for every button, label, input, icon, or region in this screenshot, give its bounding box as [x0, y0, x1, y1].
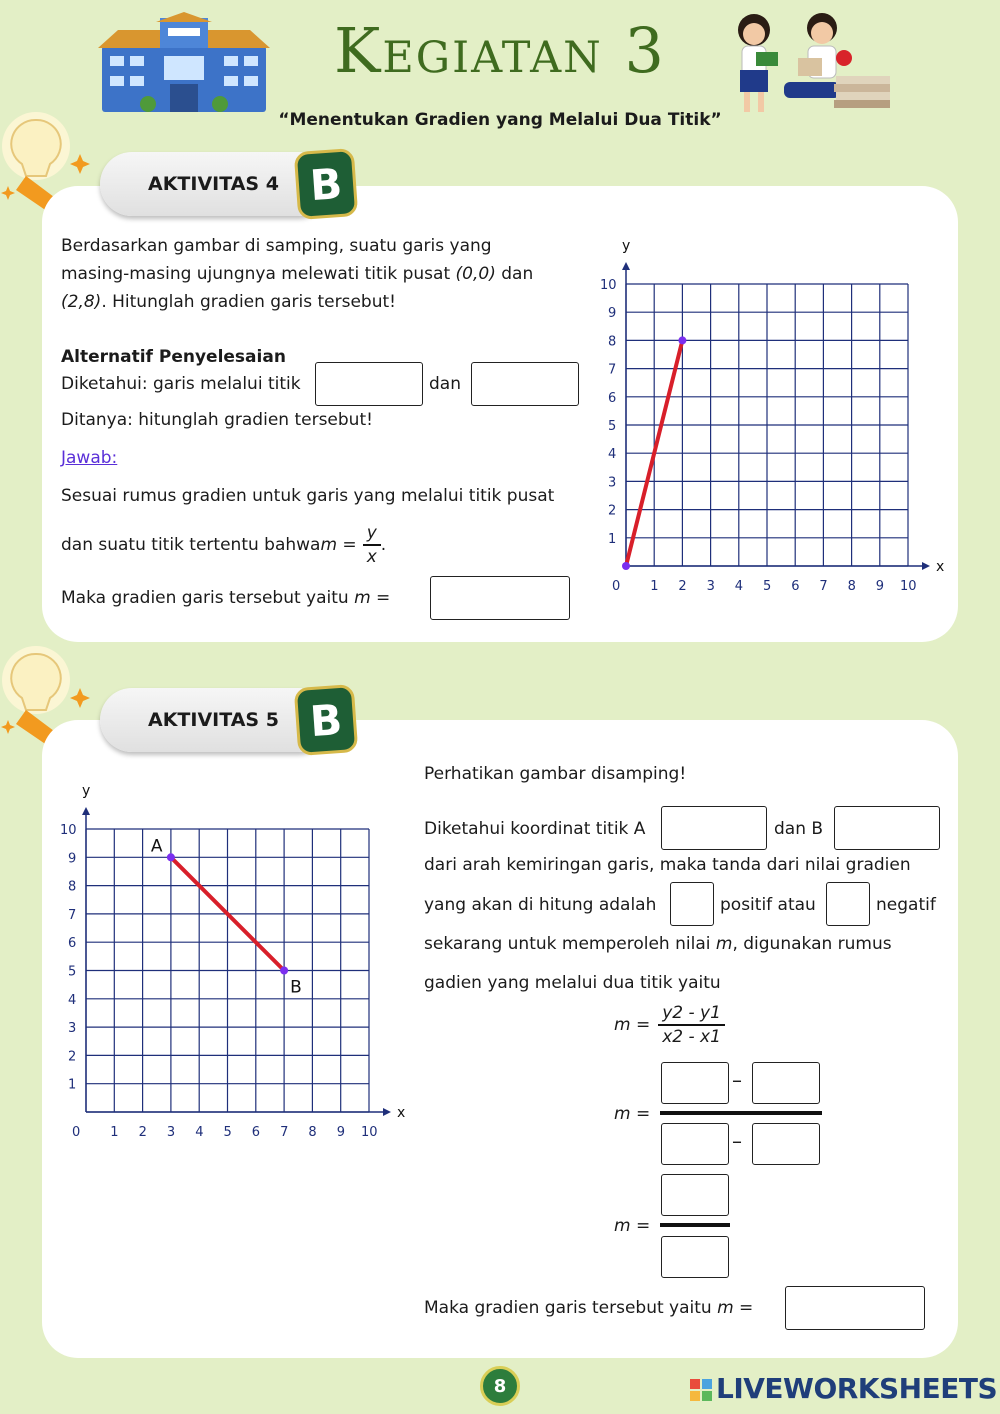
x-axis-label: x	[397, 1105, 406, 1121]
x2-answer-box[interactable]	[661, 1123, 729, 1165]
y-tick-label: 7	[68, 907, 77, 923]
x-tick-label: 1	[650, 579, 659, 592]
fraction-bar	[660, 1111, 822, 1115]
activity-4-intro	[61, 232, 581, 316]
y-tick-label: 1	[608, 531, 617, 547]
formula-intro-text: sekarang untuk memperoleh nilai m, digunakan rumus	[424, 934, 892, 954]
positive-checkbox[interactable]	[670, 882, 714, 926]
y-axis-label: y	[622, 238, 631, 254]
numerator-answer-box[interactable]	[661, 1174, 729, 1216]
x-tick-label: 9	[875, 579, 885, 592]
x-tick-label: 4	[734, 579, 744, 592]
y-tick-label: 5	[68, 964, 77, 980]
x-axis-arrow	[922, 562, 930, 570]
intro-line: masing-masing ujungnya melewati titik pusat (0,0) dan	[61, 264, 534, 284]
data-point	[622, 562, 630, 570]
x-tick-label: 5	[763, 579, 772, 592]
x-tick-label: 3	[166, 1125, 176, 1136]
point-a-label: A	[150, 836, 163, 857]
y-tick-label: 5	[608, 419, 617, 434]
y-tick-label: 4	[608, 447, 617, 463]
activity-5-graph	[50, 776, 420, 1136]
sign-text: yang akan di hitung adalah	[424, 895, 657, 915]
known-a-text: Diketahui koordinat titik A	[424, 819, 646, 839]
y-tick-label: 10	[60, 823, 77, 838]
activity-4-graph	[590, 232, 950, 592]
x-tick-label: 1	[110, 1125, 119, 1136]
point-2-answer-box[interactable]	[471, 362, 579, 406]
minus-sign: –	[732, 1068, 742, 1092]
x-tick-label: 8	[847, 579, 856, 592]
point-b-answer-box[interactable]	[834, 806, 940, 850]
intro-line: (2,8). Hitunglah gradien garis tersebut!	[61, 292, 396, 312]
x-axis-arrow	[383, 1108, 391, 1116]
x-tick-label: 8	[308, 1125, 317, 1136]
y-over-x-fraction: $\frac{y}{x}$	[363, 522, 381, 568]
denominator-answer-box[interactable]	[661, 1236, 729, 1278]
y-tick-label: 8	[68, 879, 77, 895]
x-tick-label: 7	[819, 579, 828, 592]
x-tick-label: 2	[678, 579, 687, 592]
y2-answer-box[interactable]	[661, 1062, 729, 1104]
y-tick-label: 6	[68, 936, 77, 952]
y1-answer-box[interactable]	[752, 1062, 820, 1104]
data-point	[678, 336, 686, 344]
and-text: dan	[429, 374, 461, 394]
y-tick-label: 9	[68, 851, 77, 867]
intro-line: Berdasarkan gambar di samping, suatu garis yang	[61, 236, 492, 256]
y-tick-label: 4	[68, 992, 77, 1008]
y-tick-label: 2	[68, 1049, 77, 1065]
observe-text: Perhatikan gambar disamping!	[424, 764, 687, 784]
m-equals-label: m =	[614, 1104, 651, 1124]
point-1-answer-box[interactable]	[315, 362, 423, 406]
y-tick-label: 10	[600, 278, 617, 293]
result-text: Maka gradien garis tersebut yaitu m =	[61, 588, 391, 608]
x-tick-label: 0	[72, 1125, 81, 1136]
x-tick-label: 10	[900, 579, 917, 592]
y-tick-label: 7	[608, 362, 617, 378]
asked-text: Ditanya: hitunglah gradien tersebut!	[61, 410, 373, 430]
x-axis-label: x	[936, 559, 945, 575]
formula-text-2: dan suatu titik tertentu bahwa m = $\frac{y}{x}$ .	[61, 523, 387, 567]
y-axis-arrow	[82, 807, 90, 815]
page-title: Kegiatan 3	[334, 14, 666, 87]
x-tick-label: 7	[280, 1125, 289, 1136]
two-point-formula: m = $\frac{y2 - y1}{x2 - x1}$	[614, 1002, 725, 1048]
negative-checkbox[interactable]	[826, 882, 870, 926]
point-b-label: B	[290, 977, 302, 998]
two-point-fraction: $\frac{y2 - y1}{x2 - x1}$	[658, 1002, 725, 1048]
liveworksheets-icon	[690, 1379, 712, 1401]
negative-label: negatif	[876, 895, 936, 915]
answer-label: Jawab:	[61, 448, 118, 468]
y-tick-label: 8	[608, 334, 617, 350]
x-tick-label: 9	[336, 1125, 345, 1136]
y-tick-label: 3	[608, 475, 617, 491]
school-illustration	[98, 12, 270, 116]
y-tick-label: 9	[608, 306, 617, 322]
x-tick-label: 4	[195, 1125, 204, 1136]
y-axis-label: y	[82, 783, 91, 799]
y-tick-label: 2	[608, 503, 617, 519]
y-axis-arrow	[622, 262, 630, 270]
fraction-bar	[660, 1223, 730, 1227]
gradient-answer-box[interactable]	[430, 576, 570, 620]
x1-answer-box[interactable]	[752, 1123, 820, 1165]
x-tick-label: 3	[706, 579, 715, 592]
x-tick-label: 10	[361, 1125, 378, 1136]
y-tick-label: 6	[608, 390, 617, 406]
minus-sign: –	[732, 1129, 742, 1153]
formula-text-1: Sesuai rumus gradien untuk garis yang melalui titik pusat	[61, 486, 555, 506]
page-subtitle: “Menentukan Gradien yang Melalui Dua Titik”	[278, 110, 722, 130]
activity-4-badge: B	[294, 148, 359, 220]
known-text: Diketahui: garis melalui titik	[61, 374, 301, 394]
x-tick-label: 5	[223, 1125, 232, 1136]
and-b-text: dan B	[774, 819, 824, 839]
gradient-answer-box[interactable]	[785, 1286, 925, 1330]
activity-5-label: AKTIVITAS 5	[100, 688, 330, 752]
positive-label: positif atau	[720, 895, 816, 915]
y-tick-label: 3	[68, 1021, 77, 1037]
students-illustration	[718, 6, 894, 118]
x-tick-label: 2	[138, 1125, 147, 1136]
result-text: Maka gradien garis tersebut yaitu m =	[424, 1298, 754, 1318]
x-tick-label: 0	[612, 579, 621, 592]
y-tick-label: 1	[68, 1077, 77, 1093]
data-point	[280, 967, 288, 975]
page-number: 8	[480, 1366, 520, 1406]
data-point	[167, 853, 175, 861]
point-a-answer-box[interactable]	[661, 806, 767, 850]
m-equals-label: m =	[614, 1216, 651, 1236]
x-tick-label: 6	[791, 579, 800, 592]
activity-5-badge: B	[294, 684, 359, 756]
x-tick-label: 6	[251, 1125, 261, 1136]
alt-solution-heading: Alternatif Penyelesaian	[61, 347, 286, 367]
liveworksheets-logo: LIVEWORKSHEETS	[690, 1372, 997, 1405]
formula-intro-text-2: gadien yang melalui dua titik yaitu	[424, 973, 721, 993]
slope-direction-text: dari arah kemiringan garis, maka tanda dari nilai gradien	[424, 855, 911, 875]
activity-4-label: AKTIVITAS 4	[100, 152, 330, 216]
